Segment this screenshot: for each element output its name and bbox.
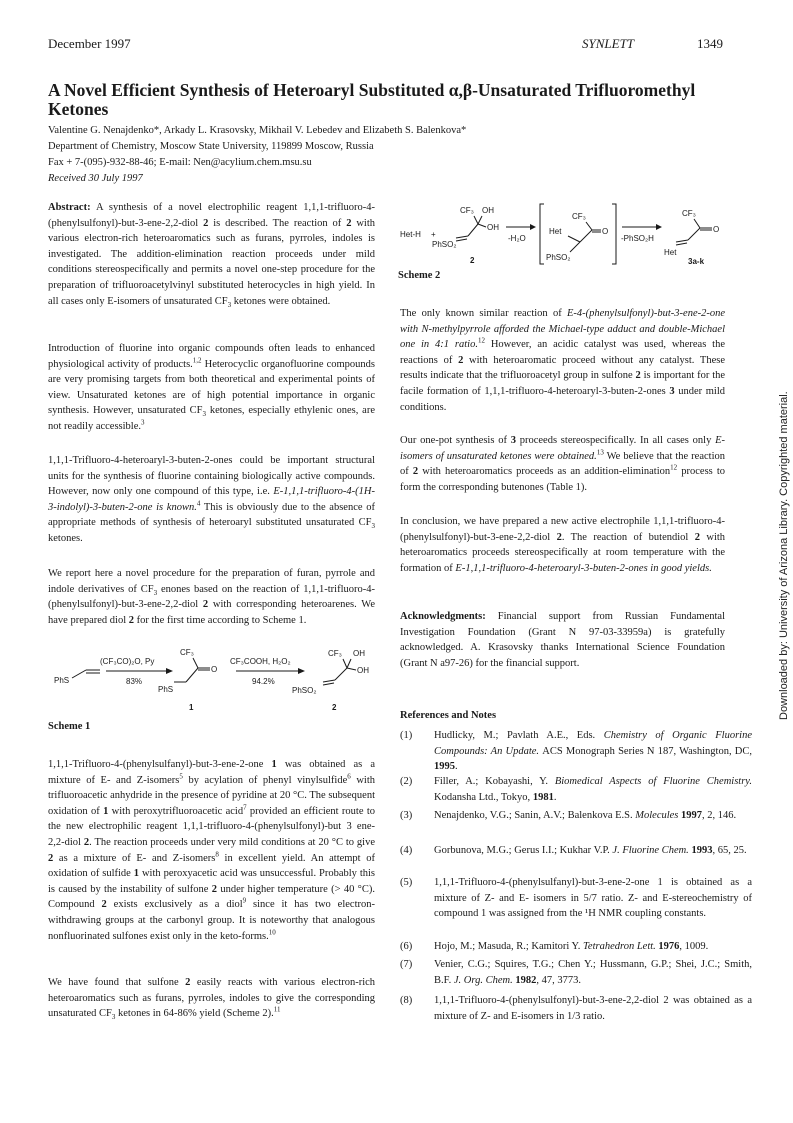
- authors: Valentine G. Nenajdenko*, Arkady L. Krasovsky, Mikhail V. Lebedev and Elizabeth S. Balenkova*: [48, 125, 467, 136]
- reference-item: [400, 939, 752, 955]
- reference-item: [400, 957, 752, 988]
- reference-item: [400, 774, 752, 805]
- text: in excellent yield. An attempt of oxidation of sulfide: [48, 852, 376, 880]
- text: Our one-pot synthesis of: [400, 435, 507, 446]
- text: under higher temperature (> 40 °C). Compound: [48, 883, 375, 911]
- scheme-2-figure: [398, 200, 758, 272]
- reference-number: (5): [400, 877, 413, 888]
- citation: 7: [243, 803, 247, 812]
- scheme1-oh1: OH: [353, 649, 365, 658]
- ack-label: Acknowledgments:: [400, 611, 486, 622]
- scheme2-phso2: PhSO₂: [432, 240, 457, 249]
- reference-number: (7): [400, 959, 413, 970]
- reference-text: Gorbunova, M.G.; Gerus I.I.; Kukhar V.P. J. Fluorine Chem. 1993, 65, 25.: [434, 845, 747, 856]
- text: for the first time according to Scheme 1.: [136, 614, 307, 626]
- text: exists exclusively as a diol: [113, 899, 243, 911]
- compound-ref: 2: [185, 977, 191, 988]
- paragraph-r1: [400, 306, 725, 415]
- paragraph-3: [48, 566, 375, 628]
- reference-text: Hojo, M.; Masuda, R.; Kamitori Y. Tetrahedron Lett. 1976, 1009.: [434, 941, 709, 952]
- subscript: 3: [202, 410, 207, 419]
- text: Introduction of fluorine into organic compounds often leads to enhanced physiological activity of products.: [48, 343, 375, 370]
- abstract-text: A synthesis of a novel electrophilic reagent 1,1,1-trifluoro-4-(phenylsulfonyl)-but-3-ene-2,2-diol: [48, 202, 376, 229]
- scheme2-het-h: Het-H: [400, 230, 421, 239]
- page-number: 1349: [697, 36, 723, 51]
- text: provided an efficient route to the new electrophilic reagent 1,1,1-trifluoro-4-(phenylsulfonyl)-but 3 ene-2,2-diol: [48, 805, 375, 848]
- paragraph-r2: [400, 433, 725, 495]
- reference-item: [400, 875, 752, 922]
- references-heading: References and Notes: [400, 710, 497, 721]
- text: with heteroaromatics proceeds stereospecifically at room temperature with the formation of: [400, 531, 726, 574]
- scheme2-minus-h2o: -H₂O: [508, 234, 526, 243]
- text: Heterocyclic organofluorine compounds are very promising targets from both theoretical and experimental points of view. Unsaturated ketones are of high potential importance in organic synthesis. However, unsaturated CF: [48, 358, 375, 417]
- scheme2-oh-b: OH: [487, 223, 499, 232]
- compound-ref: 2: [412, 466, 419, 478]
- scheme1-phs: PhS: [54, 676, 70, 685]
- compound-ref: 2: [48, 852, 54, 864]
- compound-ref: 2: [635, 370, 641, 382]
- reference-text: Hudlicky, M.; Pavlath A.E., Eds. Chemistry of Organic Fluorine Compounds: An Update. ACS Monograph Series N 187, Washington, DC, 1995.: [434, 730, 752, 773]
- compound-ref: 2: [128, 614, 135, 626]
- reference-item: [400, 728, 752, 775]
- scheme2-cf3-b: CF₃: [572, 212, 586, 221]
- journal-name: SYNLETT: [582, 36, 635, 51]
- paragraph-conclusion: [400, 514, 725, 576]
- text: was obtained as a mixture of E- and Z-isomers: [48, 759, 375, 786]
- scheme-1-figure: [48, 642, 378, 722]
- scheme1-cf3b: CF₃: [328, 649, 342, 658]
- scheme2-minus-phso2h: -PhSO₂H: [621, 234, 654, 243]
- compound-ref: 3: [510, 435, 516, 446]
- text: Financial support from Russian Fundamental Investigation Foundation (Grant N 97-03-33959a) is gratefully acknowledged. A. Krasovsky thanks International Science Foundation (Grant N a97-26) for the financial support.: [400, 611, 726, 669]
- text: with corresponding heteroarenes. We have prepared diol: [48, 599, 376, 626]
- text: proceeds stereospecifically. In all cases only: [519, 435, 712, 446]
- scheme-1-label: Scheme 1: [48, 721, 91, 732]
- compound-ref: 3: [669, 385, 675, 397]
- text: is important for the facile formation of 1,1,1-trifluoro-4-heteroaryl-3-buten-2-ones: [400, 370, 726, 397]
- reference-number: (3): [400, 810, 413, 821]
- text: The only known similar reaction of: [400, 308, 562, 319]
- text: under mild conditions.: [400, 385, 725, 413]
- text: . The reaction of butendiol: [561, 531, 689, 543]
- text: with peroxytrifluoroacetic acid: [111, 805, 244, 817]
- scheme1-reagent2: CF₃COOH, H₂O₂: [230, 657, 291, 666]
- compound-ref: 2: [202, 599, 209, 611]
- text: E-1,1,1-trifluoro-4-(1H-3-indolyl)-3-buten-2-one is known.: [48, 486, 375, 513]
- intro-paragraph: [48, 341, 375, 435]
- text: enones based on the reaction of 1,1,1-trifluoro-4-(phenylsulfonyl)-but-3-ene-2,2-diol: [48, 583, 375, 611]
- scheme1-phso2: PhSO₂: [292, 686, 317, 695]
- reference-text: 1,1,1-Trifluoro-4-(phenylsulfonyl)-but-3-ene-2,2-diol 2 was obtained as a mixture of Z- and E-isomers in 1/3 ratio.: [434, 995, 752, 1022]
- reference-number: (8): [400, 995, 413, 1006]
- reference-item: [400, 843, 752, 859]
- text: However, an acidic catalyst was used, whereas the reactions of: [400, 339, 725, 366]
- text: . The reaction proceeds under very mild conditions at 20 °C to give: [89, 836, 376, 848]
- scheme2-cf3: CF₃: [460, 206, 474, 215]
- scheme2-product: 3a-k: [688, 257, 705, 266]
- scheme1-o: O: [211, 665, 218, 674]
- received-date: Received 30 July 1997: [48, 173, 143, 184]
- citation: 12: [670, 463, 678, 472]
- scheme2-compound-2: 2: [470, 256, 475, 265]
- text: with peroxyacetic acid was unsuccessful. Probably this is caused by the instability of sulfone: [48, 868, 376, 895]
- compound-1-label: 1: [189, 703, 194, 712]
- scheme2-cf3-c: CF₃: [682, 209, 696, 218]
- scheme2-o-b: O: [602, 227, 609, 236]
- article-title: A Novel Efficient Synthesis of Heteroaryl Substituted α,β-Unsaturated Trifluoromethyl Ketones: [48, 80, 696, 119]
- text: We have found that sulfone: [48, 977, 179, 988]
- scheme2-phso2-b: PhSO₂: [546, 253, 571, 262]
- text: E-isomers of unsaturated ketones were obtained.: [400, 435, 726, 462]
- compound-ref: 1: [133, 868, 140, 880]
- text: We believe that the reaction of: [400, 450, 725, 478]
- scheme1-reagent1: (CF₃CO)₂O, Py: [100, 657, 155, 666]
- scheme2-het: Het: [549, 227, 562, 236]
- compound-ref: 2: [694, 531, 700, 543]
- compound-ref: 1: [271, 759, 277, 770]
- contact: Fax + 7-(095)-932-88-46; E-mail: Nen@acylium.chem.msu.su: [48, 157, 312, 168]
- reference-item: [400, 993, 752, 1024]
- text: process to form the corresponding butenones (Table 1).: [400, 466, 726, 493]
- citation: 11: [273, 1005, 281, 1014]
- reference-number: (1): [400, 730, 413, 741]
- text: E-1,1,1-trifluoro-4-heteroaryl-3-buten-2-ones in good yields.: [455, 562, 712, 574]
- paragraph-4: [48, 757, 375, 944]
- text: with heteroaromatics proceeds as an addition-elimination: [422, 466, 671, 478]
- abstract: [48, 200, 375, 309]
- compound-ref: 2: [203, 217, 209, 229]
- compound-ref: 2: [101, 899, 107, 911]
- citation: 13: [596, 448, 604, 457]
- compound-2-label: 2: [332, 703, 337, 712]
- scheme2-plus: +: [431, 230, 436, 239]
- text: E-4-(phenylsulfonyl)-but-3-ene-2-one with N-methylpyrrole afforded the Michael-type adduct and double-Michael one in 4:1 ratio.: [400, 308, 726, 351]
- text: with trifluoroacetic anhydride in the presence of pyridine at 20 °C. The subsequent oxidation of: [48, 774, 375, 817]
- scheme1-oh2: OH: [357, 666, 369, 675]
- reference-text: 1,1,1-Trifluoro-4-(phenylsulfanyl)-but-3-ene-2-one 1 is obtained as a mixture of Z- and E- isomers in 5/7 ratio. Z- and E-stereochemistry of compound 1 was assigned from the ¹H NMR coupling constants.: [434, 877, 752, 920]
- scheme2-o-c: O: [713, 225, 720, 234]
- compound-ref: 2: [458, 354, 464, 366]
- citation: 1,2: [192, 356, 202, 365]
- citation: 10: [268, 928, 276, 937]
- text: ketones in 64-86% yield (Scheme 2).: [118, 1008, 274, 1020]
- text: as a mixture of E- and Z-isomers: [58, 852, 216, 864]
- citation: 6: [347, 772, 351, 781]
- subscript: 3: [227, 300, 232, 309]
- text: ketones, especially ethylenic ones, are not readily accessible.: [48, 405, 375, 432]
- compound-ref: 2: [83, 836, 90, 848]
- text: since it has two electron-withdrawing groups at the carbonyl group. It is noteworthy that analogous nonfluorinated sulfones exist only in the keto-forms.: [48, 899, 375, 942]
- citation: 5: [179, 772, 183, 781]
- compound-ref: 1: [103, 805, 109, 817]
- citation: 12: [477, 336, 485, 345]
- scheme2-het-c: Het: [664, 248, 677, 257]
- reference-item: [400, 808, 752, 824]
- reference-text: Venier, C.G.; Squires, T.G.; Chen Y.; Hussmann, G.P.; Shei, J.C.; Smith, B.F. J. Org. Chem. 1982, 47, 3773.: [434, 959, 752, 986]
- scheme1-yield1: 83%: [126, 677, 143, 686]
- scheme2-oh-a: OH: [482, 206, 494, 215]
- text: 1,1,1-Trifluoro-4-heteroaryl-3-buten-2-ones could be important structural units for the synthesis of fluorine containing biologically active compounds. However, now only one compound of this type, i.e.: [48, 455, 375, 498]
- text: In conclusion, we have prepared a new active electrophile 1,1,1-trifluoro-4-(phenylsulfonyl)-but-3-ene-2,2-diol: [400, 516, 725, 543]
- header-date: December 1997: [48, 36, 131, 51]
- acknowledgments: [400, 609, 725, 671]
- scheme1-phs2: PhS: [158, 685, 174, 694]
- citation: 8: [215, 850, 219, 859]
- abstract-text: is described. The reaction of: [213, 217, 342, 229]
- abstract-text: with various electron-rich heteroaromatics such as furans, pyrroles, indoles is investigated. The addition-elimination reaction proceeds under mild conditions stereospecifically and permits a novel one-step procedure for the preparation of trifluoroacetylvinyl substituted heterocycles in high yield. In all cases only E-isomers of unsaturated CF: [48, 217, 376, 307]
- reference-number: (2): [400, 776, 413, 787]
- affiliation: Department of Chemistry, Moscow State University, 119899 Moscow, Russia: [48, 141, 374, 152]
- subscript: 3: [371, 522, 375, 531]
- reference-number: (4): [400, 845, 413, 856]
- citation: 4: [196, 499, 201, 508]
- download-watermark: Downloaded by: University of Arizona Library. Copyrighted material.: [778, 391, 790, 720]
- compound-ref: 2: [556, 531, 562, 543]
- text: easily reacts with various electron-rich heteroaromatics such as furans, pyrroles, indoles to give the corresponding unsaturated CF: [48, 977, 376, 1020]
- compound-ref: 2: [211, 883, 217, 895]
- citation: 9: [242, 896, 247, 905]
- text: We report here a novel procedure for the preparation of furan, pyrrole and indole derivatives of CF: [48, 568, 375, 595]
- reference-text: Nenajdenko, V.G.; Sanin, A.V.; Balenkova E.S. Molecules 1997, 2, 146.: [434, 810, 737, 821]
- paragraph-2: [48, 453, 375, 547]
- subscript: 3: [111, 1013, 116, 1022]
- text: This is obviously due to the absence of appropriate methods of synthesis of heteroaryl substituted unsaturated CF: [48, 501, 375, 529]
- scheme1-yield2: 94.2%: [252, 677, 275, 686]
- citation: 3: [141, 418, 145, 427]
- compound-ref: 2: [346, 217, 352, 229]
- reference-number: (6): [400, 941, 413, 952]
- paragraph-5: [48, 975, 375, 1022]
- text: 1,1,1-Trifluoro-4-(phenylsulfanyl)-but-3-ene-2-one: [48, 759, 264, 770]
- scheme-2-label: Scheme 2: [398, 270, 441, 281]
- reference-text: Filler, A.; Kobayashi, Y. Biomedical Aspects of Fluorine Chemistry. Kodansha Ltd., Tokyo, 1981.: [434, 776, 753, 803]
- abstract-text: ketones were obtained.: [233, 295, 331, 307]
- text: by acylation of phenyl vinylsulfide: [188, 774, 348, 786]
- scheme1-cf3: CF₃: [180, 648, 194, 657]
- abstract-label: Abstract:: [48, 202, 91, 213]
- text: with heteroaromatic proceed without any catalyst. These results indicate that the trifluoroacetyl group in sulfone: [400, 354, 725, 382]
- subscript: 3: [153, 588, 158, 597]
- text: ketones.: [48, 532, 83, 544]
